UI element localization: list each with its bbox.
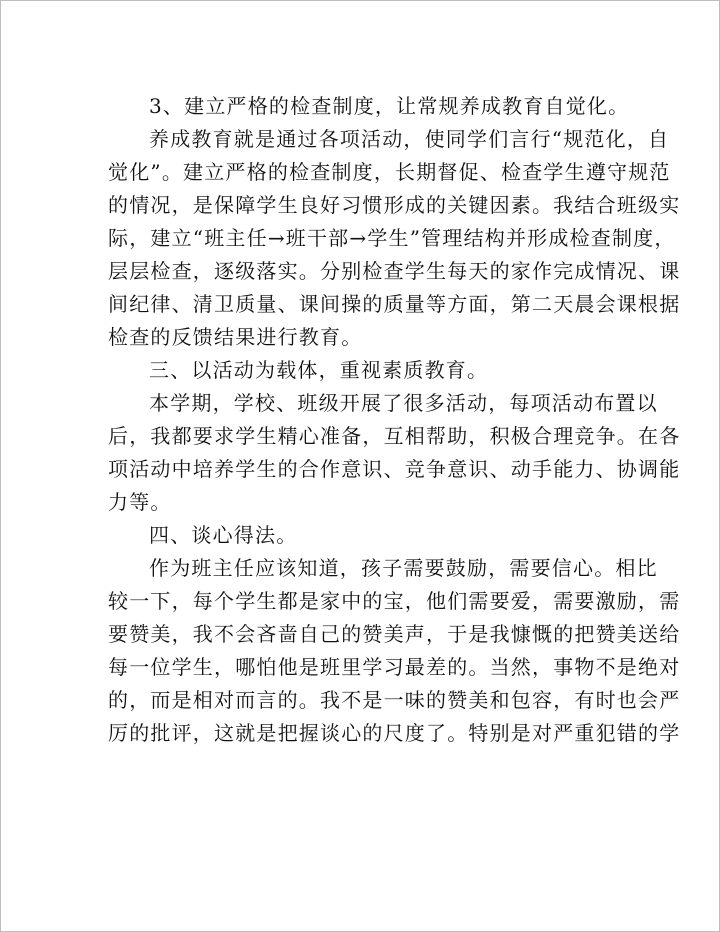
paragraph-line: 较一下，每个学生都是家中的宝，他们需要爱，需要激励，需 <box>108 589 681 613</box>
paragraph-line: 本学期，学校、班级开展了很多活动，每项活动布置以 <box>149 391 658 415</box>
paragraph-line: 每一位学生，哪怕他是班里学习最差的。当然，事物不是绝对 <box>108 655 681 679</box>
paragraph-line: 的情况，是保障学生良好习惯形成的关键因素。我结合班级实 <box>108 193 681 217</box>
paragraph-line: 后，我都要求学生精心准备，互相帮助，积极合理竞争。在各 <box>108 424 681 448</box>
paragraph-line: 际，建立“班主任→班干部→学生”管理结构并形成检查制度， <box>108 226 676 250</box>
paragraph-line: 养成教育就是通过各项活动，使同学们言行“规范化，自 <box>149 127 670 151</box>
section-heading: 四、谈心得法。 <box>149 523 298 547</box>
paragraph-line: 厉的批评，这就是把握谈心的尺度了。特别是对严重犯错的学 <box>108 721 681 745</box>
paragraph-line: 层层检查，逐级落实。分别检查学生每天的家作完成情况、课 <box>108 259 681 283</box>
paragraph-line: 项活动中培养学生的合作意识、竞争意识、动手能力、协调能 <box>108 457 681 481</box>
paragraph-line: 力等。 <box>108 490 172 514</box>
document-body <box>108 90 681 750</box>
paragraph-line: 的，而是相对而言的。我不是一味的赞美和包容，有时也会严 <box>108 688 681 712</box>
paragraph-line: 间纪律、清卫质量、课间操的质量等方面，第二天晨会课根据 <box>108 292 681 316</box>
paragraph-line: 要赞美，我不会吝啬自己的赞美声，于是我慷慨的把赞美送给 <box>108 622 681 646</box>
paragraph-line: 觉化”。建立严格的检查制度，长期督促、检查学生遵守规范 <box>108 160 671 184</box>
section-heading: 三、以活动为载体，重视素质教育。 <box>149 358 489 382</box>
paragraph-line: 作为班主任应该知道，孩子需要鼓励，需要信心。相比 <box>149 556 658 580</box>
paragraph-line: 检查的反馈结果进行教育。 <box>108 325 363 349</box>
section-heading: 3、建立严格的检查制度，让常规养成教育自觉化。 <box>149 94 630 118</box>
